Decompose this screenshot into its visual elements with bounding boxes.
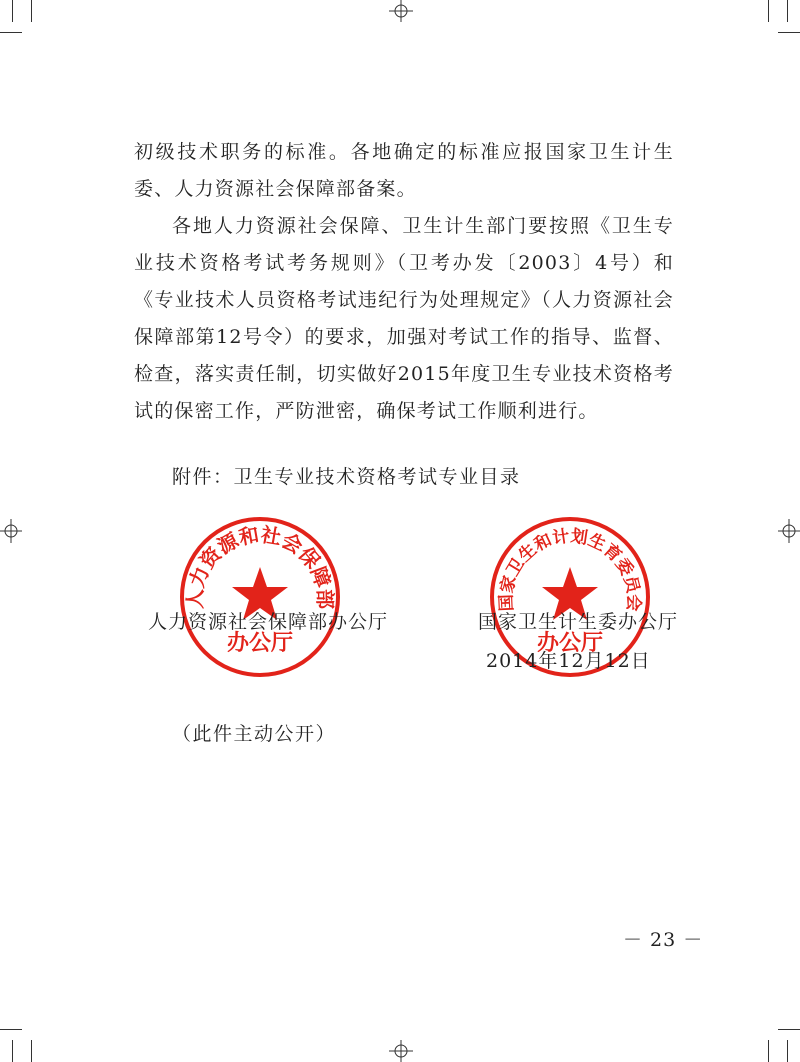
seal-left (178, 515, 342, 679)
registration-mark-right (778, 516, 800, 546)
seal-left-arc-text: 人力资源和社会保障部 (182, 522, 338, 610)
crop-mark-top-left-v2 (12, 0, 13, 22)
attachment-line: 附件：卫生专业技术资格考试专业目录 (172, 466, 521, 488)
signature-date: 2014年12月12日 (486, 650, 651, 672)
crop-mark-top-right-h (778, 32, 800, 33)
crop-mark-bottom-left-v (31, 1040, 32, 1062)
registration-mark-top (386, 0, 416, 22)
crop-mark-bottom-right-v2 (787, 1040, 788, 1062)
seal-right-bottom-text: 办公厅 (536, 631, 604, 656)
seal-left-bottom-text: 办公厅 (226, 631, 294, 656)
signature-right: 国家卫生计生委办公厅 (478, 611, 679, 633)
seal-right-arc-text: 国家卫生和计划生育委员会 (496, 526, 644, 612)
body-paragraph-1: 初级技术职务的标准。各地确定的标准应报国家卫生计生委、人力资源社会保障部备案。 (134, 141, 674, 200)
page-number: － 23 － (623, 929, 704, 951)
crop-mark-bottom-right-v (768, 1040, 769, 1062)
registration-mark-bottom (386, 1040, 416, 1062)
crop-mark-top-right-v2 (787, 0, 788, 22)
signature-left: 人力资源社会保障部办公厅 (148, 611, 389, 633)
crop-mark-top-left-v (31, 0, 32, 22)
body-paragraph-2: 各地人力资源社会保障、卫生计生部门要按照《卫生专业技术资格考试考务规则》（卫考办发〔2003〕4号）和《专业技术人员资格考试违纪行为处理规定》（人力资源社会保障部第12号令）的要求，加强对考试工作的指导、监督、检查，落实责任制，切实做好2015年度卫生专业技术资格考试的保密工作，严防泄密，确保考试工作顺利进行。 (134, 215, 674, 422)
registration-mark-left (0, 516, 22, 546)
crop-mark-bottom-right-h (778, 1029, 800, 1030)
disclosure-note: （此件主动公开） (172, 723, 337, 745)
crop-mark-bottom-left-v2 (12, 1040, 13, 1062)
crop-mark-bottom-left-h (0, 1029, 22, 1030)
crop-mark-top-left-h (0, 32, 22, 33)
crop-mark-top-right-v (768, 0, 769, 22)
